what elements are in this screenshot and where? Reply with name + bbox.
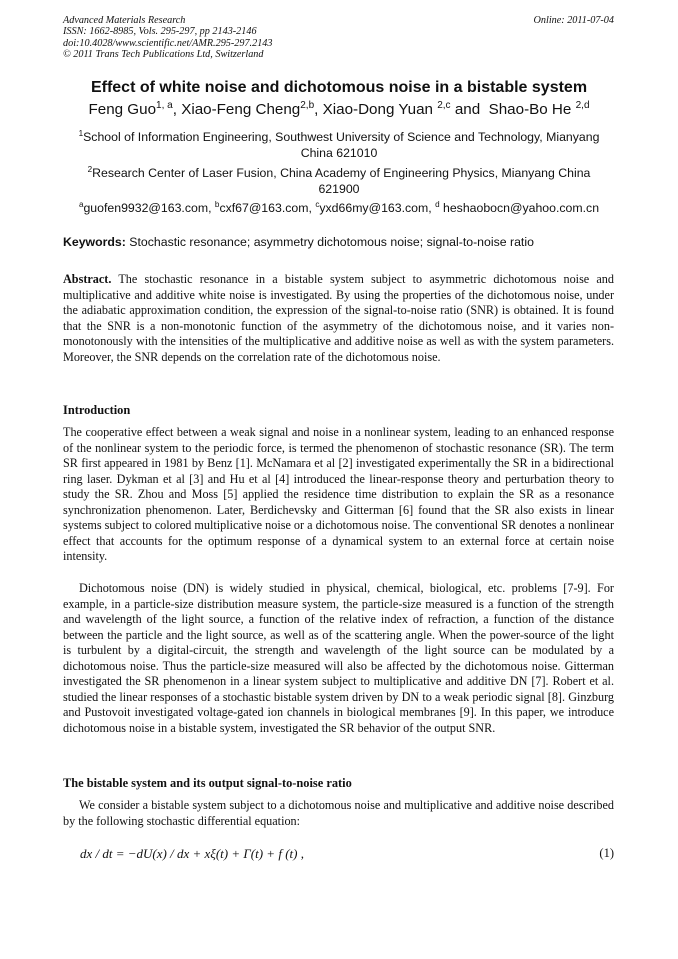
affiliation-text: School of Information Engineering, Southwest University of Science and Technology, Mianyang China 621010 [83,130,600,160]
author-superscript: 2,d [575,99,590,111]
author-superscript: 2,b [300,99,315,111]
paragraph: Dichotomous noise (DN) is widely studied in physical, chemical, biological, etc. problems [7-9]. For example, in a particle-size distribution measure system, the particle-size measured is a function of the strength and wavelength of the light source, a function of the relative index of refraction, a function of the distance between the particle and the light source, as well as of the scattering angle. When the power-source of the light is turbulent by a digital-circuit, the strength and wavelength of the light source can be modulated by a dichotomous noise. Thus the particle-size measured will also be affected by the dichotomous noise. Gitterman investigated the SR phenomenon in a linear system subject to multiplicative and additive DN [7]. Robert et al. studied the linear responses of a stochastic bistable system driven by DN to a weak periodic signal [8]. Ginzburg and Pustovoit investigated voltage-gated ion channels in biological membranes [9]. In this paper, we introduce dichotomous noise in a bistable system, investigated the SR behavior of the output SNR. [63,581,614,735]
copyright-line: © 2011 Trans Tech Publications Ltd, Switzerland [63,48,264,60]
abstract-text: The stochastic resonance in a bistable system subject to asymmetric dichotomous noise and multiplicative and additive white noise is investigated. By using the properties of the dichotomous noise, under the adiabatic approximation condition, the expression of the signal-to-noise ratio (SNR) is obtained. It is found that the SNR is a non-monotonic function of the asymmetry of the dichotomous noise, and it varies non-monotonously with the intensities of the multiplicative and additive noise as well as with the system parameters. Moreover, the SNR depends on the correlation rate of the dichotomous noise. [63,272,614,364]
online-date: Online: 2011-07-04 [533,15,614,26]
author-superscript: 2,c [437,99,451,111]
email-superscript: c [315,199,320,209]
author-name: Xiao-Dong Yuan [322,101,433,118]
keywords-text: Stochastic resonance; asymmetry dichotomous noise; signal-to-noise ratio [125,235,534,249]
equation-number: (1) [599,846,614,860]
author-joiner: and [454,101,481,118]
affiliation-text: Research Center of Laser Fusion, China Academy of Engineering Physics, Mianyang China 621900 [92,166,591,196]
abstract-label: Abstract. [63,272,112,286]
email-address[interactable]: guofen9932@163.com, [83,201,215,215]
abstract [63,272,614,365]
section-heading-introduction: Introduction [63,403,131,417]
email-list [40,201,638,215]
affiliation-superscript: 2 [87,164,93,174]
journal-name: Advanced Materials Research [63,15,186,26]
author-name: Feng Guo [88,101,157,118]
affiliation-1 [70,129,608,161]
author-name: Shao-Bo He [488,101,572,118]
journal-header [63,15,272,60]
email-superscript: a [78,199,84,209]
paragraph: We consider a bistable system subject to a dichotomous noise and multiplicative and additive noise described by the following stochastic differential equation: [63,798,614,828]
email-superscript: d [435,199,440,209]
issn-line: ISSN: 1662-8985, Vols. 295-297, pp 2143-2146 [63,26,257,38]
author-list: Feng Guo$^{1, a}$, Xiao-Feng Cheng$^{2,b}$, Xiao-Dong Yuan $^{2,c}$ and Shao-Bo He $^{2,d}$ [88,99,590,118]
affiliation-2 [70,165,608,197]
email-address[interactable]: heshaobocn@yahoo.com.cn [439,201,600,215]
paragraph: The cooperative effect between a weak signal and noise in a nonlinear system, leading to an enhanced response of the nonlinear system to the periodic force, is termed the phenomenon of stochastic resonance (SR). The term SR first appeared in 1981 by Benz [1]. McNamara et al [2] investigated experimentally the SR in a bidirectional ring laser. Dykman et al [3] and Hu et al [4] introduced the linear-response theory and perturbation theory to study the SR. Zhou and Moss [5] applied the residence time distribution to explain the SR as a resonance synchronization phenomenon. Later, Berdichevsky and Gitterman [6] found that the SR also exists in linear systems subject to colored multiplicative noise or a dichotomous noise. The conventional SR denotes a nonlinear effect that accounts for the optimum response of a dynamical system to an external force at certain noise intensity. [63,425,614,563]
author-superscript: 1, a [156,99,173,111]
equation: dx / dt = −dU(x) / dx + xξ(t) + Γ(t) + f (t) , [80,846,304,861]
section-heading-bistable-system: The bistable system and its output signal-to-noise ratio [63,776,352,790]
doi-line: doi:10.4028/www.scientific.net/AMR.295-297.2143 [63,37,273,49]
email-superscript: b [214,199,220,209]
email-address[interactable]: cxf67@163.com, [219,201,316,215]
keywords [63,235,534,249]
author-name: Xiao-Feng Cheng [181,101,301,118]
affiliation-superscript: 1 [78,128,84,138]
keywords-label: Keywords: [63,235,126,249]
paper-title: Effect of white noise and dichotomous noise in a bistable system [90,79,588,96]
email-address[interactable]: yxd66my@163.com, [319,201,436,215]
